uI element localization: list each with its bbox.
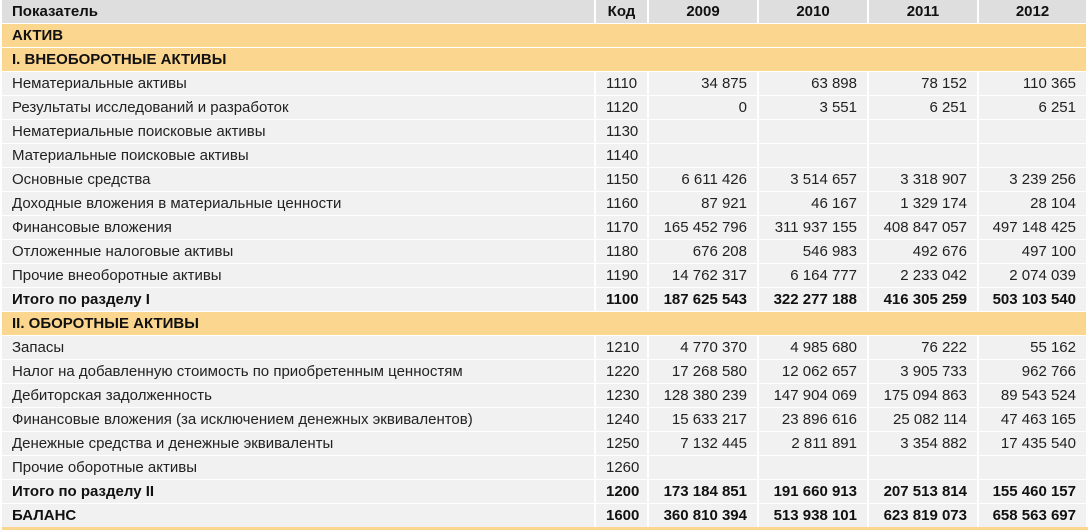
value-cell-2010: 6 164 777 xyxy=(758,264,868,288)
value-cell-2009: 128 380 239 xyxy=(648,384,758,408)
row-label: Нематериальные активы xyxy=(2,72,595,96)
row-label: Прочие оборотные активы xyxy=(2,456,595,480)
table-row xyxy=(2,72,1087,96)
table-row xyxy=(2,336,1087,360)
row-label: Нематериальные поисковые активы xyxy=(2,120,595,144)
table-row xyxy=(2,96,1087,120)
value-cell-2012: 155 460 157 xyxy=(978,480,1087,504)
header-year-2010: 2010 xyxy=(758,0,868,24)
value-cell-2011 xyxy=(868,456,978,480)
row-code: 1150 xyxy=(595,168,648,192)
row-code: 1210 xyxy=(595,336,648,360)
section-title: АКТИВ xyxy=(2,24,1087,48)
value-cell-2011: 3 354 882 xyxy=(868,432,978,456)
value-cell-2011: 623 819 073 xyxy=(868,504,978,529)
row-code: 1100 xyxy=(595,288,648,312)
balance-sheet-table xyxy=(2,0,1088,530)
value-cell-2011: 3 318 907 xyxy=(868,168,978,192)
header-indicator: Показатель xyxy=(2,0,595,24)
value-cell-2012 xyxy=(978,456,1087,480)
value-cell-2010 xyxy=(758,456,868,480)
table-row xyxy=(2,144,1087,168)
header-code: Код xyxy=(595,0,648,24)
value-cell-2009: 6 611 426 xyxy=(648,168,758,192)
value-cell-2011: 408 847 057 xyxy=(868,216,978,240)
value-cell-2011: 6 251 xyxy=(868,96,978,120)
row-code: 1110 xyxy=(595,72,648,96)
value-cell-2012: 47 463 165 xyxy=(978,408,1087,432)
table-row xyxy=(2,456,1087,480)
header-year-2009: 2009 xyxy=(648,0,758,24)
value-cell-2011: 416 305 259 xyxy=(868,288,978,312)
value-cell-2010: 46 167 xyxy=(758,192,868,216)
row-code: 1140 xyxy=(595,144,648,168)
value-cell-2010: 147 904 069 xyxy=(758,384,868,408)
table-row xyxy=(2,264,1087,288)
value-cell-2010 xyxy=(758,120,868,144)
value-cell-2011: 207 513 814 xyxy=(868,480,978,504)
value-cell-2011: 76 222 xyxy=(868,336,978,360)
row-code: 1240 xyxy=(595,408,648,432)
table-row xyxy=(2,216,1087,240)
value-cell-2012: 28 104 xyxy=(978,192,1087,216)
value-cell-2009: 360 810 394 xyxy=(648,504,758,529)
value-cell-2009: 173 184 851 xyxy=(648,480,758,504)
header-row xyxy=(2,0,1087,24)
value-cell-2009: 165 452 796 xyxy=(648,216,758,240)
value-cell-2012: 497 100 xyxy=(978,240,1087,264)
value-cell-2009 xyxy=(648,144,758,168)
value-cell-2010: 2 811 891 xyxy=(758,432,868,456)
value-cell-2010: 513 938 101 xyxy=(758,504,868,529)
row-code: 1190 xyxy=(595,264,648,288)
value-cell-2011: 492 676 xyxy=(868,240,978,264)
table-row xyxy=(2,408,1087,432)
value-cell-2010: 546 983 xyxy=(758,240,868,264)
value-cell-2009: 17 268 580 xyxy=(648,360,758,384)
value-cell-2012: 503 103 540 xyxy=(978,288,1087,312)
row-code: 1220 xyxy=(595,360,648,384)
value-cell-2012 xyxy=(978,144,1087,168)
section-row xyxy=(2,312,1087,336)
value-cell-2009: 14 762 317 xyxy=(648,264,758,288)
value-cell-2010: 322 277 188 xyxy=(758,288,868,312)
row-label: Финансовые вложения (за исключением денежных эквивалентов) xyxy=(2,408,595,432)
table-body xyxy=(2,24,1087,529)
row-code: 1250 xyxy=(595,432,648,456)
row-code: 1600 xyxy=(595,504,648,529)
value-cell-2010: 311 937 155 xyxy=(758,216,868,240)
section-row xyxy=(2,48,1087,72)
row-label: Денежные средства и денежные эквиваленты xyxy=(2,432,595,456)
row-code: 1130 xyxy=(595,120,648,144)
value-cell-2011: 1 329 174 xyxy=(868,192,978,216)
row-code: 1170 xyxy=(595,216,648,240)
value-cell-2011: 78 152 xyxy=(868,72,978,96)
value-cell-2012: 497 148 425 xyxy=(978,216,1087,240)
row-code: 1200 xyxy=(595,480,648,504)
value-cell-2010: 3 551 xyxy=(758,96,868,120)
header-year-2011: 2011 xyxy=(868,0,978,24)
row-label: Основные средства xyxy=(2,168,595,192)
value-cell-2011: 2 233 042 xyxy=(868,264,978,288)
value-cell-2012: 3 239 256 xyxy=(978,168,1087,192)
value-cell-2011 xyxy=(868,120,978,144)
value-cell-2009: 87 921 xyxy=(648,192,758,216)
value-cell-2012: 6 251 xyxy=(978,96,1087,120)
row-label: Отложенные налоговые активы xyxy=(2,240,595,264)
row-label: Итого по разделу I xyxy=(2,288,595,312)
row-label: Дебиторская задолженность xyxy=(2,384,595,408)
value-cell-2012: 962 766 xyxy=(978,360,1087,384)
row-code: 1180 xyxy=(595,240,648,264)
table-row xyxy=(2,432,1087,456)
row-label: БАЛАНС xyxy=(2,504,595,529)
table-row xyxy=(2,168,1087,192)
total-row xyxy=(2,288,1087,312)
value-cell-2011: 25 082 114 xyxy=(868,408,978,432)
value-cell-2009: 7 132 445 xyxy=(648,432,758,456)
total-row xyxy=(2,480,1087,504)
value-cell-2011: 175 094 863 xyxy=(868,384,978,408)
value-cell-2009 xyxy=(648,120,758,144)
value-cell-2012: 658 563 697 xyxy=(978,504,1087,529)
value-cell-2012 xyxy=(978,120,1087,144)
value-cell-2009: 0 xyxy=(648,96,758,120)
value-cell-2009: 676 208 xyxy=(648,240,758,264)
value-cell-2012: 110 365 xyxy=(978,72,1087,96)
header-year-2012: 2012 xyxy=(978,0,1087,24)
table-row xyxy=(2,192,1087,216)
row-label: Финансовые вложения xyxy=(2,216,595,240)
value-cell-2009: 15 633 217 xyxy=(648,408,758,432)
value-cell-2010: 4 985 680 xyxy=(758,336,868,360)
section-title: II. ОБОРОТНЫЕ АКТИВЫ xyxy=(2,312,1087,336)
value-cell-2011 xyxy=(868,144,978,168)
row-label: Доходные вложения в материальные ценности xyxy=(2,192,595,216)
row-label: Материальные поисковые активы xyxy=(2,144,595,168)
value-cell-2009: 34 875 xyxy=(648,72,758,96)
table-row xyxy=(2,360,1087,384)
table-row xyxy=(2,240,1087,264)
row-label: Налог на добавленную стоимость по приобретенным ценностям xyxy=(2,360,595,384)
row-label: Запасы xyxy=(2,336,595,360)
row-code: 1120 xyxy=(595,96,648,120)
value-cell-2009: 187 625 543 xyxy=(648,288,758,312)
balance-row xyxy=(2,504,1087,529)
value-cell-2012: 17 435 540 xyxy=(978,432,1087,456)
table-header xyxy=(2,0,1087,24)
row-code: 1160 xyxy=(595,192,648,216)
table-row xyxy=(2,120,1087,144)
value-cell-2010: 12 062 657 xyxy=(758,360,868,384)
value-cell-2012: 2 074 039 xyxy=(978,264,1087,288)
value-cell-2012: 55 162 xyxy=(978,336,1087,360)
value-cell-2011: 3 905 733 xyxy=(868,360,978,384)
row-label: Прочие внеоборотные активы xyxy=(2,264,595,288)
value-cell-2012: 89 543 524 xyxy=(978,384,1087,408)
value-cell-2009 xyxy=(648,456,758,480)
value-cell-2010: 3 514 657 xyxy=(758,168,868,192)
row-label: Итого по разделу II xyxy=(2,480,595,504)
value-cell-2010: 191 660 913 xyxy=(758,480,868,504)
value-cell-2010: 63 898 xyxy=(758,72,868,96)
table-row xyxy=(2,384,1087,408)
row-label: Результаты исследований и разработок xyxy=(2,96,595,120)
value-cell-2010 xyxy=(758,144,868,168)
value-cell-2010: 23 896 616 xyxy=(758,408,868,432)
row-code: 1230 xyxy=(595,384,648,408)
section-row xyxy=(2,24,1087,48)
row-code: 1260 xyxy=(595,456,648,480)
section-title: I. ВНЕОБОРОТНЫЕ АКТИВЫ xyxy=(2,48,1087,72)
value-cell-2009: 4 770 370 xyxy=(648,336,758,360)
